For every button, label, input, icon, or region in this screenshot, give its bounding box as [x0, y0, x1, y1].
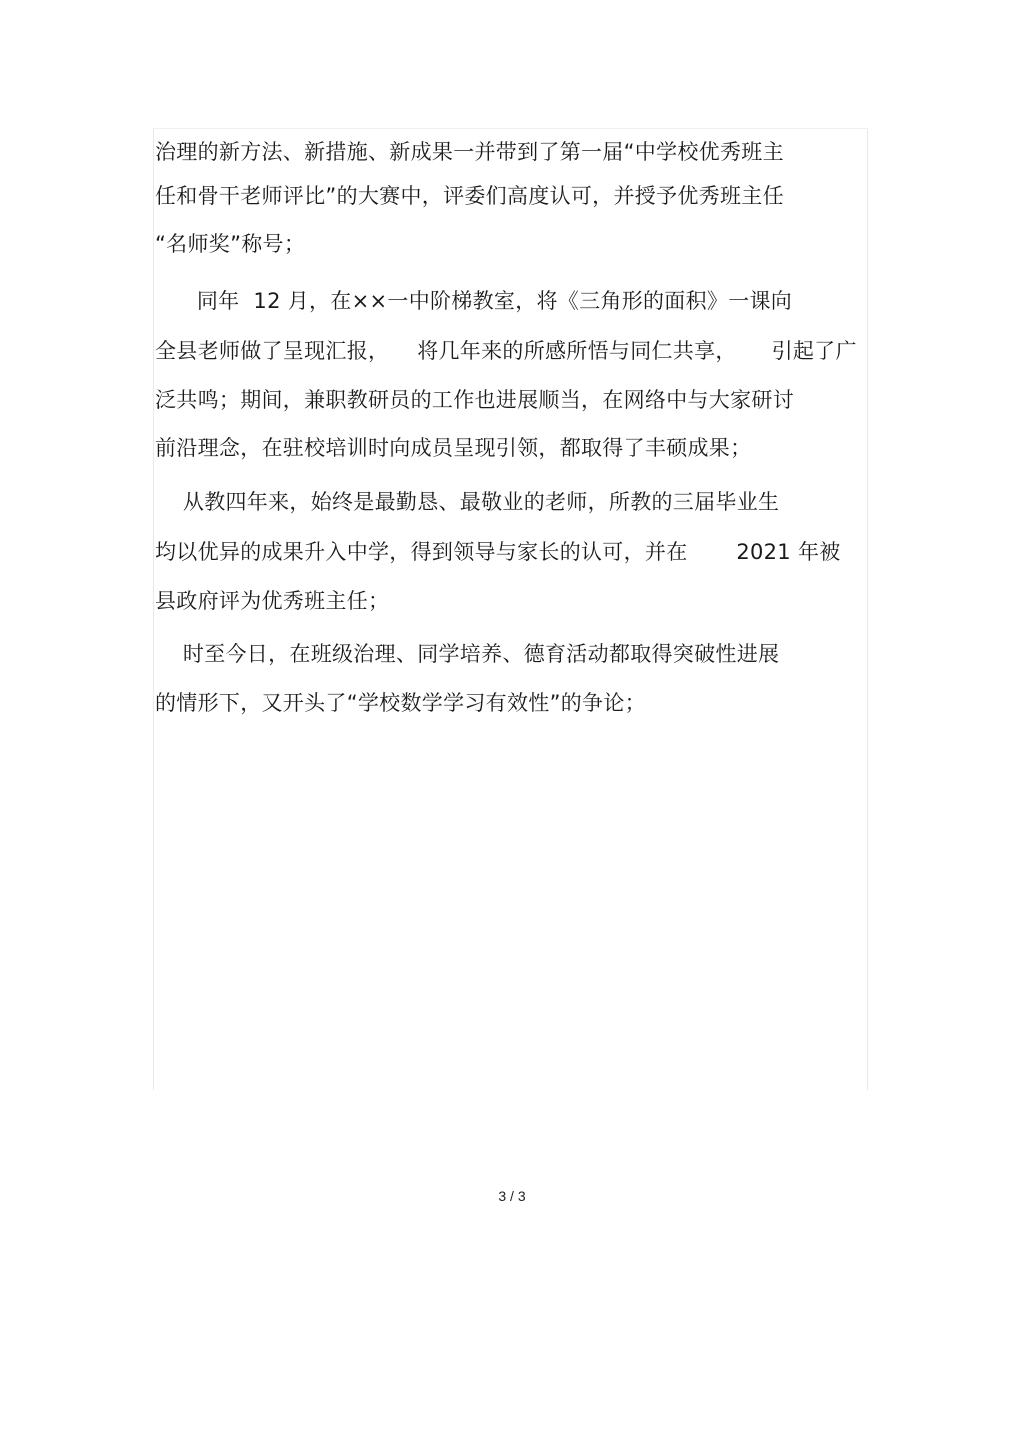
text-line-6: 泛共鸣；期间，兼职教研员的工作也进展顺当，在网络中与大家研讨 [155, 388, 794, 412]
text-line-1: 治理的新方法、新措施、新成果一并带到了第一届“中学校优秀班主 [155, 140, 784, 164]
text-line-2: 任和骨干老师评比”的大赛中，评委们高度认可，并授予优秀班主任 [155, 184, 784, 208]
text-line-4: 同年 12 月，在××一中阶梯教室，将《三角形的面积》一课向 [155, 289, 793, 313]
text-line-11: 时至今日，在班级治理、同学培养、德育活动都取得突破性进展 [155, 642, 780, 666]
text-line-9: 均以优异的成果升入中学，得到领导与家长的认可，并在 2021 年被 [155, 540, 841, 564]
text-line-10: 县政府评为优秀班主任； [155, 589, 390, 613]
page-number: 3 / 3 [498, 1188, 526, 1204]
text-line-3: “名师奖”称号； [155, 232, 306, 256]
text-line-5: 全县老师做了呈现汇报， 将几年来的所感所悟与同仁共享， 引起了广 [155, 339, 857, 363]
text-line-7: 前沿理念，在驻校培训时向成员呈现引领，都取得了丰硕成果； [155, 436, 752, 460]
text-line-8: 从教四年来，始终是最勤恳、最敬业的老师，所教的三届毕业生 [155, 490, 780, 514]
text-line-12: 的情形下，又开头了“学校数学学习有效性”的争论； [155, 691, 646, 715]
